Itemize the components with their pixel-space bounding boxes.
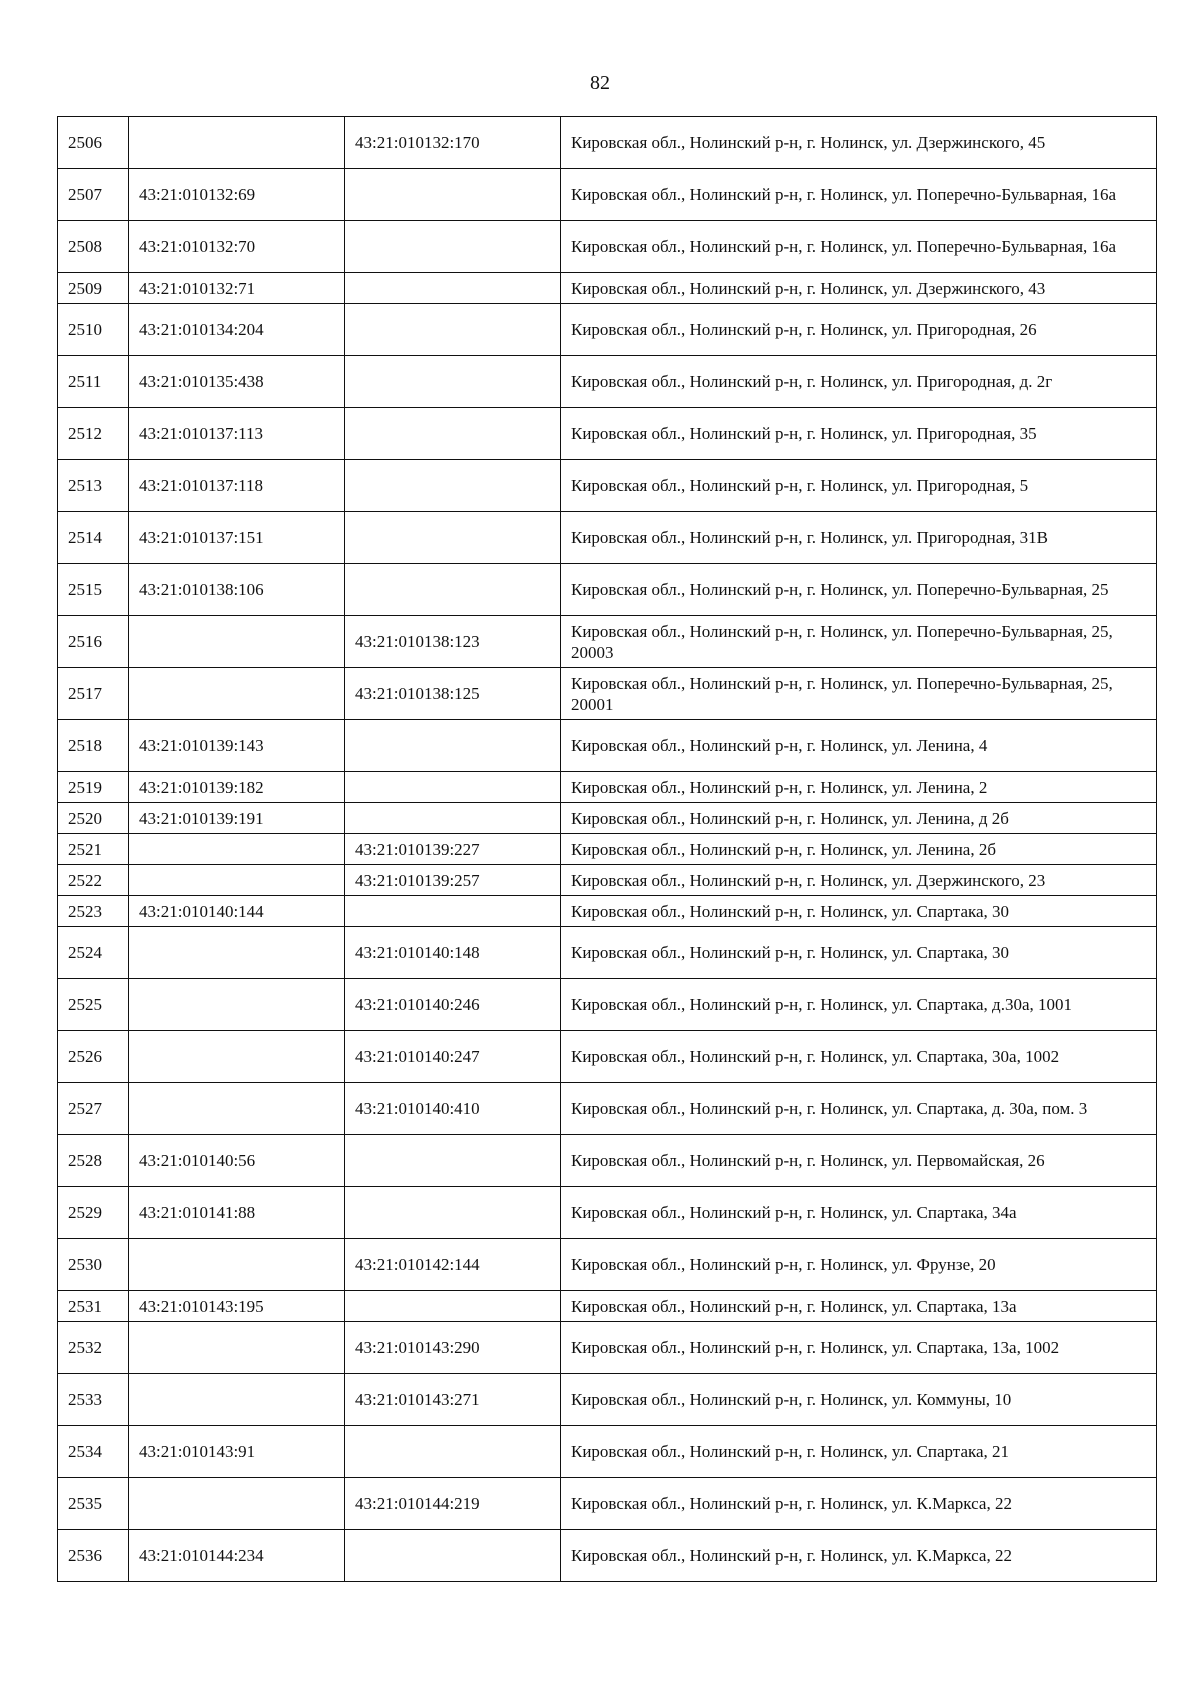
land-cadastral-number: 43:21:010143:91 bbox=[129, 1426, 345, 1478]
address: Кировская обл., Нолинский р-н, г. Нолинск, ул. Поперечно-Бульварная, 25, 20003 bbox=[561, 616, 1157, 668]
row-number: 2513 bbox=[58, 460, 129, 512]
row-number: 2519 bbox=[58, 772, 129, 803]
address: Кировская обл., Нолинский р-н, г. Нолинск, ул. Спартака, 34а bbox=[561, 1187, 1157, 1239]
table-row bbox=[58, 896, 1157, 927]
land-cadastral-number: 43:21:010132:70 bbox=[129, 221, 345, 273]
table-row bbox=[58, 772, 1157, 803]
table-row bbox=[58, 1135, 1157, 1187]
land-cadastral-number bbox=[129, 117, 345, 169]
page-number: 82 bbox=[590, 72, 610, 94]
table-row bbox=[58, 616, 1157, 668]
object-cadastral-number: 43:21:010140:410 bbox=[345, 1083, 561, 1135]
table-row bbox=[58, 834, 1157, 865]
address: Кировская обл., Нолинский р-н, г. Нолинск, ул. Спартака, 21 bbox=[561, 1426, 1157, 1478]
row-number: 2524 bbox=[58, 927, 129, 979]
land-cadastral-number bbox=[129, 1083, 345, 1135]
land-cadastral-number: 43:21:010135:438 bbox=[129, 356, 345, 408]
land-cadastral-number: 43:21:010137:151 bbox=[129, 512, 345, 564]
object-cadastral-number: 43:21:010139:257 bbox=[345, 865, 561, 896]
address: Кировская обл., Нолинский р-н, г. Нолинск, ул. Поперечно-Бульварная, 16а bbox=[561, 221, 1157, 273]
table-row bbox=[58, 512, 1157, 564]
address: Кировская обл., Нолинский р-н, г. Нолинск, ул. К.Маркса, 22 bbox=[561, 1478, 1157, 1530]
land-cadastral-number bbox=[129, 834, 345, 865]
table-row bbox=[58, 460, 1157, 512]
land-cadastral-number: 43:21:010132:69 bbox=[129, 169, 345, 221]
row-number: 2510 bbox=[58, 304, 129, 356]
object-cadastral-number bbox=[345, 1426, 561, 1478]
object-cadastral-number bbox=[345, 1135, 561, 1187]
row-number: 2514 bbox=[58, 512, 129, 564]
table-row bbox=[58, 979, 1157, 1031]
object-cadastral-number: 43:21:010138:125 bbox=[345, 668, 561, 720]
row-number: 2518 bbox=[58, 720, 129, 772]
table-row bbox=[58, 1374, 1157, 1426]
row-number: 2523 bbox=[58, 896, 129, 927]
row-number: 2535 bbox=[58, 1478, 129, 1530]
land-cadastral-number: 43:21:010137:118 bbox=[129, 460, 345, 512]
address: Кировская обл., Нолинский р-н, г. Нолинск, ул. Дзержинского, 45 bbox=[561, 117, 1157, 169]
table-row bbox=[58, 1187, 1157, 1239]
row-number: 2528 bbox=[58, 1135, 129, 1187]
land-cadastral-number: 43:21:010138:106 bbox=[129, 564, 345, 616]
address: Кировская обл., Нолинский р-н, г. Нолинск, ул. Спартака, 30 bbox=[561, 896, 1157, 927]
address: Кировская обл., Нолинский р-н, г. Нолинск, ул. Спартака, д. 30а, пом. 3 bbox=[561, 1083, 1157, 1135]
address: Кировская обл., Нолинский р-н, г. Нолинск, ул. Спартака, 30а, 1002 bbox=[561, 1031, 1157, 1083]
object-cadastral-number: 43:21:010140:247 bbox=[345, 1031, 561, 1083]
table-row bbox=[58, 720, 1157, 772]
object-cadastral-number: 43:21:010142:144 bbox=[345, 1239, 561, 1291]
table-row bbox=[58, 1530, 1157, 1582]
address: Кировская обл., Нолинский р-н, г. Нолинск, ул. Пригородная, д. 2г bbox=[561, 356, 1157, 408]
object-cadastral-number bbox=[345, 221, 561, 273]
object-cadastral-number: 43:21:010144:219 bbox=[345, 1478, 561, 1530]
registry-table-body bbox=[58, 117, 1157, 1582]
object-cadastral-number bbox=[345, 1291, 561, 1322]
row-number: 2526 bbox=[58, 1031, 129, 1083]
row-number: 2520 bbox=[58, 803, 129, 834]
object-cadastral-number bbox=[345, 1187, 561, 1239]
object-cadastral-number: 43:21:010140:246 bbox=[345, 979, 561, 1031]
object-cadastral-number bbox=[345, 356, 561, 408]
table-row bbox=[58, 169, 1157, 221]
address: Кировская обл., Нолинский р-н, г. Нолинск, ул. Ленина, 2 bbox=[561, 772, 1157, 803]
object-cadastral-number bbox=[345, 273, 561, 304]
row-number: 2507 bbox=[58, 169, 129, 221]
address: Кировская обл., Нолинский р-н, г. Нолинск, ул. Пригородная, 26 bbox=[561, 304, 1157, 356]
land-cadastral-number bbox=[129, 1239, 345, 1291]
row-number: 2521 bbox=[58, 834, 129, 865]
land-cadastral-number bbox=[129, 1374, 345, 1426]
land-cadastral-number bbox=[129, 1478, 345, 1530]
row-number: 2530 bbox=[58, 1239, 129, 1291]
row-number: 2536 bbox=[58, 1530, 129, 1582]
address: Кировская обл., Нолинский р-н, г. Нолинск, ул. Спартака, д.30а, 1001 bbox=[561, 979, 1157, 1031]
row-number: 2531 bbox=[58, 1291, 129, 1322]
land-cadastral-number: 43:21:010139:182 bbox=[129, 772, 345, 803]
table-row bbox=[58, 927, 1157, 979]
land-cadastral-number bbox=[129, 865, 345, 896]
table-row bbox=[58, 356, 1157, 408]
address: Кировская обл., Нолинский р-н, г. Нолинск, ул. Фрунзе, 20 bbox=[561, 1239, 1157, 1291]
object-cadastral-number: 43:21:010143:290 bbox=[345, 1322, 561, 1374]
address: Кировская обл., Нолинский р-н, г. Нолинск, ул. К.Маркса, 22 bbox=[561, 1530, 1157, 1582]
row-number: 2522 bbox=[58, 865, 129, 896]
table-row bbox=[58, 221, 1157, 273]
object-cadastral-number bbox=[345, 169, 561, 221]
address: Кировская обл., Нолинский р-н, г. Нолинск, ул. Ленина, д 2б bbox=[561, 803, 1157, 834]
land-cadastral-number: 43:21:010143:195 bbox=[129, 1291, 345, 1322]
address: Кировская обл., Нолинский р-н, г. Нолинск, ул. Дзержинского, 23 bbox=[561, 865, 1157, 896]
object-cadastral-number bbox=[345, 1530, 561, 1582]
address: Кировская обл., Нолинский р-н, г. Нолинск, ул. Спартака, 13а, 1002 bbox=[561, 1322, 1157, 1374]
address: Кировская обл., Нолинский р-н, г. Нолинск, ул. Первомайская, 26 bbox=[561, 1135, 1157, 1187]
object-cadastral-number: 43:21:010138:123 bbox=[345, 616, 561, 668]
row-number: 2512 bbox=[58, 408, 129, 460]
table-row bbox=[58, 273, 1157, 304]
address: Кировская обл., Нолинский р-н, г. Нолинск, ул. Дзержинского, 43 bbox=[561, 273, 1157, 304]
address: Кировская обл., Нолинский р-н, г. Нолинск, ул. Поперечно-Бульварная, 25, 20001 bbox=[561, 668, 1157, 720]
row-number: 2534 bbox=[58, 1426, 129, 1478]
row-number: 2511 bbox=[58, 356, 129, 408]
object-cadastral-number: 43:21:010132:170 bbox=[345, 117, 561, 169]
row-number: 2517 bbox=[58, 668, 129, 720]
table-row bbox=[58, 865, 1157, 896]
row-number: 2533 bbox=[58, 1374, 129, 1426]
land-cadastral-number bbox=[129, 668, 345, 720]
row-number: 2509 bbox=[58, 273, 129, 304]
address: Кировская обл., Нолинский р-н, г. Нолинск, ул. Поперечно-Бульварная, 16а bbox=[561, 169, 1157, 221]
object-cadastral-number bbox=[345, 564, 561, 616]
address: Кировская обл., Нолинский р-н, г. Нолинск, ул. Ленина, 4 bbox=[561, 720, 1157, 772]
table-row bbox=[58, 803, 1157, 834]
object-cadastral-number bbox=[345, 896, 561, 927]
table-row bbox=[58, 1426, 1157, 1478]
row-number: 2516 bbox=[58, 616, 129, 668]
object-cadastral-number bbox=[345, 304, 561, 356]
row-number: 2508 bbox=[58, 221, 129, 273]
address: Кировская обл., Нолинский р-н, г. Нолинск, ул. Поперечно-Бульварная, 25 bbox=[561, 564, 1157, 616]
land-cadastral-number: 43:21:010141:88 bbox=[129, 1187, 345, 1239]
table-row bbox=[58, 1322, 1157, 1374]
object-cadastral-number: 43:21:010140:148 bbox=[345, 927, 561, 979]
address: Кировская обл., Нолинский р-н, г. Нолинск, ул. Пригородная, 5 bbox=[561, 460, 1157, 512]
object-cadastral-number bbox=[345, 512, 561, 564]
address: Кировская обл., Нолинский р-н, г. Нолинск, ул. Спартака, 30 bbox=[561, 927, 1157, 979]
object-cadastral-number bbox=[345, 460, 561, 512]
row-number: 2529 bbox=[58, 1187, 129, 1239]
row-number: 2525 bbox=[58, 979, 129, 1031]
table-row bbox=[58, 117, 1157, 169]
land-cadastral-number: 43:21:010139:191 bbox=[129, 803, 345, 834]
address: Кировская обл., Нолинский р-н, г. Нолинск, ул. Пригородная, 31В bbox=[561, 512, 1157, 564]
land-cadastral-number bbox=[129, 927, 345, 979]
row-number: 2506 bbox=[58, 117, 129, 169]
address: Кировская обл., Нолинский р-н, г. Нолинск, ул. Спартака, 13а bbox=[561, 1291, 1157, 1322]
object-cadastral-number bbox=[345, 720, 561, 772]
land-cadastral-number bbox=[129, 616, 345, 668]
table-row bbox=[58, 1478, 1157, 1530]
table-row bbox=[58, 408, 1157, 460]
row-number: 2515 bbox=[58, 564, 129, 616]
table-row bbox=[58, 1239, 1157, 1291]
object-cadastral-number bbox=[345, 408, 561, 460]
object-cadastral-number bbox=[345, 772, 561, 803]
table-row bbox=[58, 304, 1157, 356]
registry-table bbox=[57, 116, 1157, 1582]
row-number: 2532 bbox=[58, 1322, 129, 1374]
land-cadastral-number: 43:21:010134:204 bbox=[129, 304, 345, 356]
table-row bbox=[58, 564, 1157, 616]
land-cadastral-number bbox=[129, 1322, 345, 1374]
land-cadastral-number: 43:21:010140:144 bbox=[129, 896, 345, 927]
object-cadastral-number: 43:21:010143:271 bbox=[345, 1374, 561, 1426]
object-cadastral-number: 43:21:010139:227 bbox=[345, 834, 561, 865]
table-row bbox=[58, 1291, 1157, 1322]
land-cadastral-number: 43:21:010139:143 bbox=[129, 720, 345, 772]
land-cadastral-number: 43:21:010132:71 bbox=[129, 273, 345, 304]
row-number: 2527 bbox=[58, 1083, 129, 1135]
address: Кировская обл., Нолинский р-н, г. Нолинск, ул. Ленина, 2б bbox=[561, 834, 1157, 865]
land-cadastral-number bbox=[129, 979, 345, 1031]
table-row bbox=[58, 1083, 1157, 1135]
table-row bbox=[58, 668, 1157, 720]
land-cadastral-number: 43:21:010144:234 bbox=[129, 1530, 345, 1582]
address: Кировская обл., Нолинский р-н, г. Нолинск, ул. Коммуны, 10 bbox=[561, 1374, 1157, 1426]
land-cadastral-number: 43:21:010137:113 bbox=[129, 408, 345, 460]
table-row bbox=[58, 1031, 1157, 1083]
land-cadastral-number: 43:21:010140:56 bbox=[129, 1135, 345, 1187]
land-cadastral-number bbox=[129, 1031, 345, 1083]
address: Кировская обл., Нолинский р-н, г. Нолинск, ул. Пригородная, 35 bbox=[561, 408, 1157, 460]
object-cadastral-number bbox=[345, 803, 561, 834]
